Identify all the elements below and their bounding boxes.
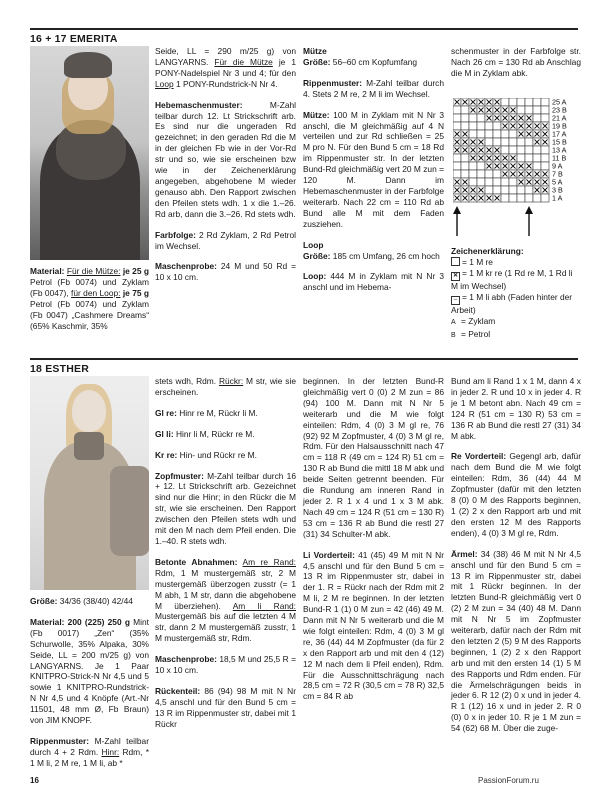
chart-cell [493,186,501,194]
section-title-esther: 18 ESTHER [30,358,578,375]
chart-cell [469,122,477,130]
chart-row-label: 19 B [552,121,567,131]
chart-row-label: 11 B [552,153,567,163]
chart-cell [541,162,549,170]
chart-row-label: 9 A [552,161,563,171]
chart-cell [493,122,501,130]
chart-cell [517,194,525,202]
chart-cell [501,186,509,194]
chart-cell [525,146,533,154]
chart-cell [501,194,509,202]
chart-cell [501,138,509,146]
chart-cell [501,146,509,154]
chart-cell [533,154,541,162]
knitting-chart [453,98,581,240]
chart-cell [461,170,469,178]
chart-cell [477,130,485,138]
esther-column-2: stets wdh, Rdm. Rückr: M str, wie sie erscheinen. Gl re: Hinr re M, Rückr li M. Gl li: Hinr li M, Rückr re M. Kr re: Hin- und Rückr re M. Zopfmuster: M-Zahl teilbar durch 16 + 12. Lt Strickschrift arb. Gezeichnet sind nur die Hinr; in den Rückr die M str, wie sie erscheinen. Den Rapport zwischen den Pfeilen stets wdh und mit den M nach dem Pfeil enden. Die 1.–40. R stets wdh. Betonte Abnahmen: Am re Rand: Rdm, 1 M mustergemäß str, 2 M mustergemäß überzogen zusstr (= 1 M abh, 1 M str, dann die abgehobene M überziehen). Am li Rand: Mustergemäß bis auf die letzten 4 M str, dann 2 M mustergemäß zusstr, 1 M mustergemäß str, Rdm. Maschenprobe: 18,5 M und 25,5 R = 10 x 10 cm. Rückenteil: 86 (94) 98 M mit N Nr 4,5 anschl und für den Bund 5 cm = 13 R im Rippenmuster str, dabei mit 1 Rückr [155,376,296,729]
chart-cell [493,178,501,186]
chart-cell [541,194,549,202]
chart-cell [541,146,549,154]
emerita-column-4: schenmuster in der Farbfolge str. Nach 26 cm = 130 Rd ab Anschlag die M in Zyklam abk. [451,46,581,78]
page-number: 16 [30,776,39,785]
chart-cell [469,130,477,138]
chart-cell [525,194,533,202]
chart-cell [485,186,493,194]
emerita-material-column: Material: Für die Mütze: je 25 g Petrol (Fb 0074) und Zyklam (Fb 0047), für den Loop: je 75 g Petrol (Fb 0074) und Zyklam (Fb 0047) „Cashmere Dreams“ (65% Kaschmir, 35% [30,266,150,331]
model-photo-esther [30,376,149,590]
chart-row-label: 25 A [552,98,567,107]
chart-cell [453,162,461,170]
chart-row-label: 3 B [552,185,563,195]
chart-cell [493,170,501,178]
chart-cell [477,122,485,130]
knit-stitch-symbol [451,257,460,266]
repeat-arrow-left [453,206,461,236]
chart-cell [509,178,517,186]
esther-column-1: Größe: 34/36 (38/40) 42/44 Material: 200 (225) 250 g Mint (Fb 0017) „Zen“ (35% Schurwolle, 35% Alpaka, 30% Seide, LL = 200 m/25 g) von LANGYARNS. Je 1 Paar KNITPRO-Strick-N Nr 4,5 und 5 sowie 1 KNITPRO-Rundstrick-N Nr 4,5 und 4 Knöpfe (Art.-Nr 11501, 48 mm Ø, Fb Braun) von JIM KNOPF. Rippenmuster: M-Zahl teilbar durch 4 + 2 Rdm. Hinr: Rdm, * 1 M li, 2 M re, 1 M li, ab * [30,596,149,768]
chart-cell [477,114,485,122]
chart-cell [533,114,541,122]
chart-cell [453,122,461,130]
chart-row-label: 13 A [552,145,567,155]
chart-cell [485,178,493,186]
emerita-column-2: Seide, LL = 290 m/25 g) von LANGYARNS. Für die Mütze je 1 PONY-Nadelspiel Nr 3 und 4; für den Loop 1 PONY-Rundstrick-N Nr 4. Hebemaschenmuster: M-Zahl teilbar durch 12. Lt Strickschrift arb. Es sind nur die ungeraden Rd gezeichnet; in den geraden Rd die M in der gleichen Fb wie in der Vor-Rd str und so, wie sie erscheinen bzw wie in der Zeichenerklärung angegeben, abgehobene M wieder genauso abh. Den Rapport zwischen den Pfeilen stets wdh. 1 x die 1.–26. Rd arb, dann die 3.–26. Rd stets wdh. Farbfolge: 2 Rd Zyklam, 2 Rd Petrol im Wechsel. Maschenprobe: 24 M und 50 Rd = 10 x 10 cm. [155,46,296,283]
chart-cell [501,98,509,106]
chart-cell [477,170,485,178]
chart-row-label: 23 B [552,105,567,115]
chart-cell [477,162,485,170]
chart-cell [461,114,469,122]
chart-cell [533,194,541,202]
chart-cell [533,106,541,114]
chart-cell [485,138,493,146]
chart-cell [469,178,477,186]
chart-cell [541,154,549,162]
chart-cell [533,146,541,154]
chart-cell [501,130,509,138]
chart-cell [453,114,461,122]
chart-cell [493,138,501,146]
chart-cell [541,106,549,114]
chart-cell [509,194,517,202]
chart-cell [485,122,493,130]
chart-cell [517,146,525,154]
chart-cell [485,130,493,138]
chart-cell [453,154,461,162]
chart-cell [517,98,525,106]
chart-cell [541,114,549,122]
chart-cell [517,186,525,194]
chart-cell [461,162,469,170]
twisted-knit-symbol: ✕ [452,272,459,279]
chart-cell [461,106,469,114]
chart-cell [453,106,461,114]
chart-row-label: 17 A [552,129,567,139]
chart-cell [509,98,517,106]
chart-cell [517,106,525,114]
esther-column-3: beginnen. In der letzten Bund-R gleichmäßig vert 0 (0) 2 M zun = 86 (94) 100 M. Dann mit N Nr 5 weiterarb und die M wie folgt einteilen: Rdm, 4 (0) 3 M gl re, 76 (92) 92 M Zopfmuster, 4 (0) 3 M gl re, Rdm. Für den Halsausschnitt nach 47 cm = 118 R (49 cm = 124 R) 51 cm = 130 R ab Bund die mittl 18 M abk und beide Seiten getrennt beenden. Für die Rundung am inneren Rand in jeder 2. R 1 x 4 und 1 x 3 M abk. Nach 49 cm = 124 R (51 cm = 130 R) 53 cm = 136 R ab Bund die restl 27 (31) 34 Schulter-M abk. Li Vorderteil: 41 (45) 49 M mit N Nr 4,5 anschl und für den Bund 5 cm = 13 R im Rippenmuster str, dabei in der 1. R = Rückr nach der Rdm mit 2 M li, 2 M re beginnen. In der letzten Bund-R 1 (1) 0 M zun = 42 (46) 49 M. Dann mit N Nr 5 weiterarb und die M wie folgt einteilen: Rdm, 4 (0) 3 M gl re, 36 (44) 44 M Zopfmuster (da für 2 x den Rapport arb und mit den 4 (12) 12 M nach dem li Pfeil enden), Rdm. Für die Ausschnittschrägung nach 28,5 cm = 72 R (30,5 cm = 78 R) 32,5 cm = 84 R ab [303,376,444,702]
chart-cell [525,106,533,114]
chart-cell [477,178,485,186]
chart-cell [509,130,517,138]
chart-cell [533,98,541,106]
chart-cell [469,170,477,178]
chart-row-label: 5 A [552,177,563,187]
model-photo-emerita [30,46,149,260]
chart-cell [461,154,469,162]
chart-cell [517,154,525,162]
slip-stitch-symbol: – [451,296,460,305]
chart-cell [509,186,517,194]
chart-cell [525,138,533,146]
chart-cell [469,114,477,122]
chart-cell [509,146,517,154]
chart-cell [525,154,533,162]
chart-cell [533,162,541,170]
section-title-emerita: 16 + 17 EMERITA [30,28,578,45]
chart-legend: Zeichenerklärung: = 1 M re ✕ = 1 M kr re (1 Rd re M, 1 Rd li M im Wechsel) – = 1 M li abh (Faden hinter der Arbeit) A = Zyklam B = Petrol [451,246,573,339]
chart-cell [469,162,477,170]
chart-cell [493,130,501,138]
chart-cell [525,186,533,194]
chart-cell [509,138,517,146]
chart-row-label: 7 B [552,169,563,179]
chart-cell [485,170,493,178]
chart-cell [501,178,509,186]
chart-row-label: 1 A [552,193,563,203]
chart-cell [461,122,469,130]
chart-row-label: 21 A [552,113,567,123]
esther-column-4: Bund am li Rand 1 x 1 M, dann 4 x in jeder 2. R und 10 x in jeder 4. R je 1 M betont abn. Nach 49 cm = 124 R (51 cm = 130 R) 53 cm = 136 R ab Bund die restl 27 (31) 34 M abk. Re Vorderteil: Gegengl arb, dafür nach dem Bund die M wie folgt einteilen: Rdm, 36 (44) 44 M Zopfmuster (dafür mit den letzten 8 (0) 0 M des Rapports beginnen, 1 (2) 2 x den Rapport arb und mit den ersten 12 M des Rapports enden), 4 (0) 3 M gl re, Rdm. Ärmel: 34 (38) 46 M mit N Nr 4,5 anschl und für den Bund 5 cm = 13 R im Rippenmuster str, dabei mit 1 Rückr beginnen. In der letzten Bund-R gleichmäßig vert 0 (2) 2 M zun = 34 (40) 48 M. Dann mit N Nr 5 im Zopfmuster weiterarb, dafür nach der Rdm mit den letzten 2 (5) 9 M des Rapports beginnen, 1 (2) 2 x den Rapport arb und mit den ersten 14 (1) 5 M des Rapports und Rdm enden. Für die Ärmelschrägungen beids in jeder 6. R 12 (2) 0 x und in jeder 4. R 1 (12) 16 x und in jeder 2. R 0 (0) 0 x in jeder 10. R je 1 M zun = 54 (62) 68 M. Über die zuge- [451,376,582,734]
chart-cell [541,98,549,106]
chart-cell [517,138,525,146]
chart-row-label: 15 B [552,137,567,147]
chart-cell [453,170,461,178]
watermark: PassionForum.ru [478,776,539,785]
repeat-arrow-right [525,206,533,236]
chart-cell [525,98,533,106]
emerita-column-3: Mütze Größe: 56–60 cm Kopfumfang Rippenmuster: M-Zahl teilbar durch 4. Stets 2 M re, 2 M li im Wechsel. Mütze: 100 M in Zyklam mit N Nr 3 anschl, die M gleichmäßig auf 4 N verteilen und zur Rd schließen = 25 M pro N. Für den Bund 5 cm = 18 Rd im Rippenmuster str. In der letzten Bund-Rd gleichmäßig vert 20 M zun = 120 M. Dann im Hebemaschenmuster in der Farbfolge weiterarb. Nach 22 cm = 110 Rd ab Bund alle M mit dem Faden zusziehen. Loop Größe: 185 cm Umfang, 26 cm hoch Loop: 444 M in Zyklam mit N Nr 3 anschl und im Hebema- [303,46,444,293]
